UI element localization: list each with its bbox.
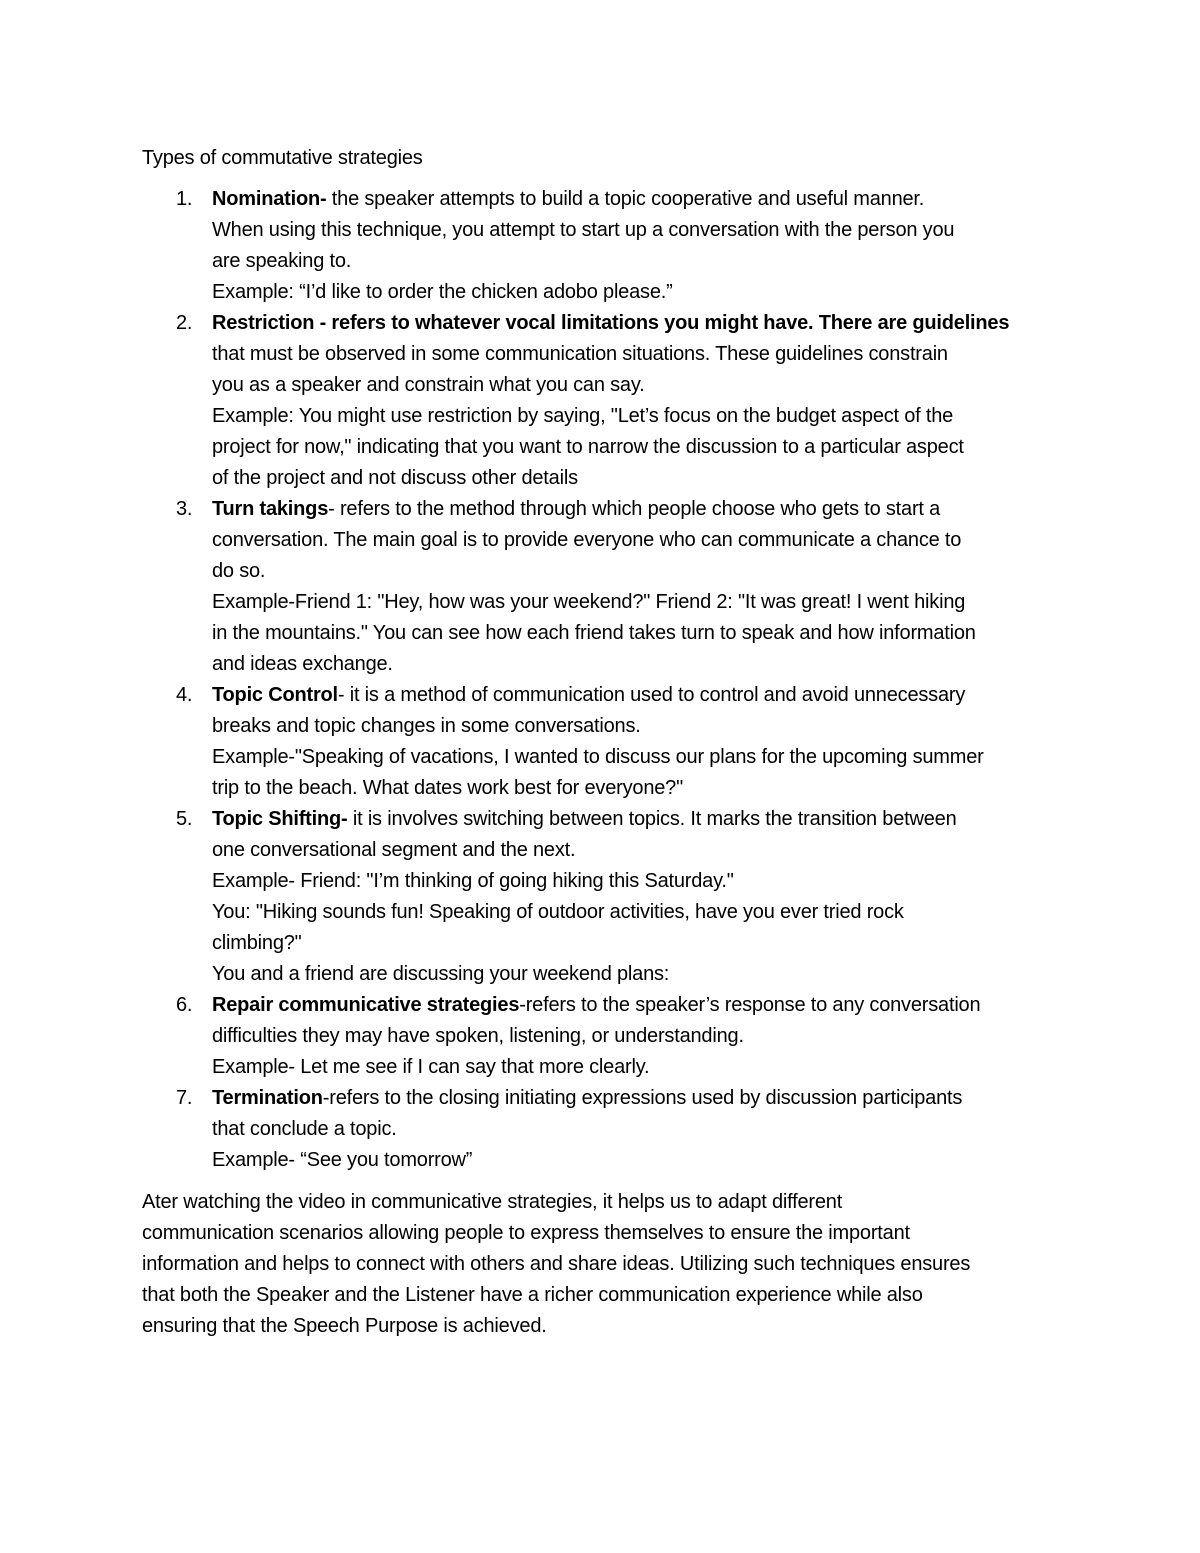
item-example: Example: You might use restriction by saying, "Let’s focus on the budget aspect of the <box>212 405 954 427</box>
strategies-list <box>142 184 1072 1176</box>
list-number: 2. <box>176 312 193 334</box>
item-line: project for now," indicating that you want to narrow the discussion to a particular aspect <box>212 436 964 458</box>
list-number: 7. <box>176 1087 193 1109</box>
conclusion-line: that both the Speaker and the Listener have a richer communication experience while also <box>142 1284 923 1306</box>
item-first-line <box>212 1083 1072 1114</box>
item-line: difficulties they may have spoken, listening, or understanding. <box>212 1025 744 1047</box>
item-example: Example- Let me see if I can say that more clearly. <box>212 1056 650 1078</box>
list-item <box>142 680 1072 804</box>
item-example: Example- Friend: "I’m thinking of going hiking this Saturday." <box>212 870 734 892</box>
item-first-line <box>212 680 1072 711</box>
item-first-line <box>212 494 1072 525</box>
item-first-line <box>212 804 1072 835</box>
item-first-line <box>212 990 1072 1021</box>
list-item <box>142 184 1072 308</box>
item-line: that must be observed in some communication situations. These guidelines constrain <box>212 343 948 365</box>
item-line: you as a speaker and constrain what you can say. <box>212 374 645 396</box>
item-line: are speaking to. <box>212 250 352 272</box>
strategy-definition: it is involves switching between topics. It marks the transition between <box>347 808 957 830</box>
list-item <box>142 1083 1072 1176</box>
conclusion-line: ensuring that the Speech Purpose is achieved. <box>142 1315 547 1337</box>
list-number: 1. <box>176 188 193 210</box>
strategy-term: Restriction - refers to whatever vocal limitations you might have. There are guidelines <box>212 312 1010 334</box>
list-number: 4. <box>176 684 193 706</box>
item-line: and ideas exchange. <box>212 653 393 675</box>
item-line: trip to the beach. What dates work best for everyone?" <box>212 777 683 799</box>
item-example: Example-"Speaking of vacations, I wanted to discuss our plans for the upcoming summer <box>212 746 984 768</box>
item-line: of the project and not discuss other details <box>212 467 578 489</box>
item-first-line <box>212 184 1072 215</box>
item-line: breaks and topic changes in some conversations. <box>212 715 641 737</box>
item-line: one conversational segment and the next. <box>212 839 576 861</box>
document-heading: Types of commutative strategies <box>142 147 423 169</box>
item-line: do so. <box>212 560 266 582</box>
item-first-line <box>212 308 1072 339</box>
list-number: 5. <box>176 808 193 830</box>
strategy-term: Repair communicative strategies <box>212 994 520 1016</box>
list-number: 3. <box>176 498 193 520</box>
item-line: that conclude a topic. <box>212 1118 397 1140</box>
strategy-term: Nomination- <box>212 188 327 210</box>
item-line: You and a friend are discussing your weekend plans: <box>212 963 670 985</box>
strategy-definition: - refers to the method through which people choose who gets to start a <box>328 498 941 520</box>
strategy-term: Termination <box>212 1087 323 1109</box>
item-line: climbing?" <box>212 932 302 954</box>
list-number: 6. <box>176 994 193 1016</box>
strategy-definition: -refers to the speaker’s response to any conversation <box>519 994 981 1016</box>
strategy-definition: - it is a method of communication used to control and avoid unnecessary <box>337 684 966 706</box>
item-example: Example- “See you tomorrow” <box>212 1149 473 1171</box>
item-line: in the mountains." You can see how each friend takes turn to speak and how information <box>212 622 976 644</box>
list-item <box>142 804 1072 990</box>
item-example: Example-Friend 1: "Hey, how was your weekend?" Friend 2: "It was great! I went hiking <box>212 591 966 613</box>
list-item <box>142 990 1072 1083</box>
strategy-term: Topic Shifting- <box>212 808 348 830</box>
list-item <box>142 308 1072 494</box>
item-line: You: "Hiking sounds fun! Speaking of outdoor activities, have you ever tried rock <box>212 901 904 923</box>
list-item <box>142 494 1072 680</box>
strategy-term: Turn takings <box>212 498 329 520</box>
item-line: conversation. The main goal is to provide everyone who can communicate a chance to <box>212 529 962 551</box>
strategy-definition: the speaker attempts to build a topic cooperative and useful manner. <box>326 188 925 210</box>
item-example: Example: “I’d like to order the chicken adobo please.” <box>212 281 673 303</box>
strategy-term: Topic Control <box>212 684 338 706</box>
conclusion-line: information and helps to connect with others and share ideas. Utilizing such techniques ensures <box>142 1253 971 1275</box>
conclusion-line: Ater watching the video in communicative strategies, it helps us to adapt different <box>142 1191 843 1213</box>
document-body <box>142 143 1072 1342</box>
strategy-definition: -refers to the closing initiating expressions used by discussion participants <box>322 1087 963 1109</box>
conclusion-paragraph <box>142 1187 1072 1342</box>
item-line: When using this technique, you attempt to start up a conversation with the person you <box>212 219 955 241</box>
conclusion-line: communication scenarios allowing people to express themselves to ensure the important <box>142 1222 910 1244</box>
